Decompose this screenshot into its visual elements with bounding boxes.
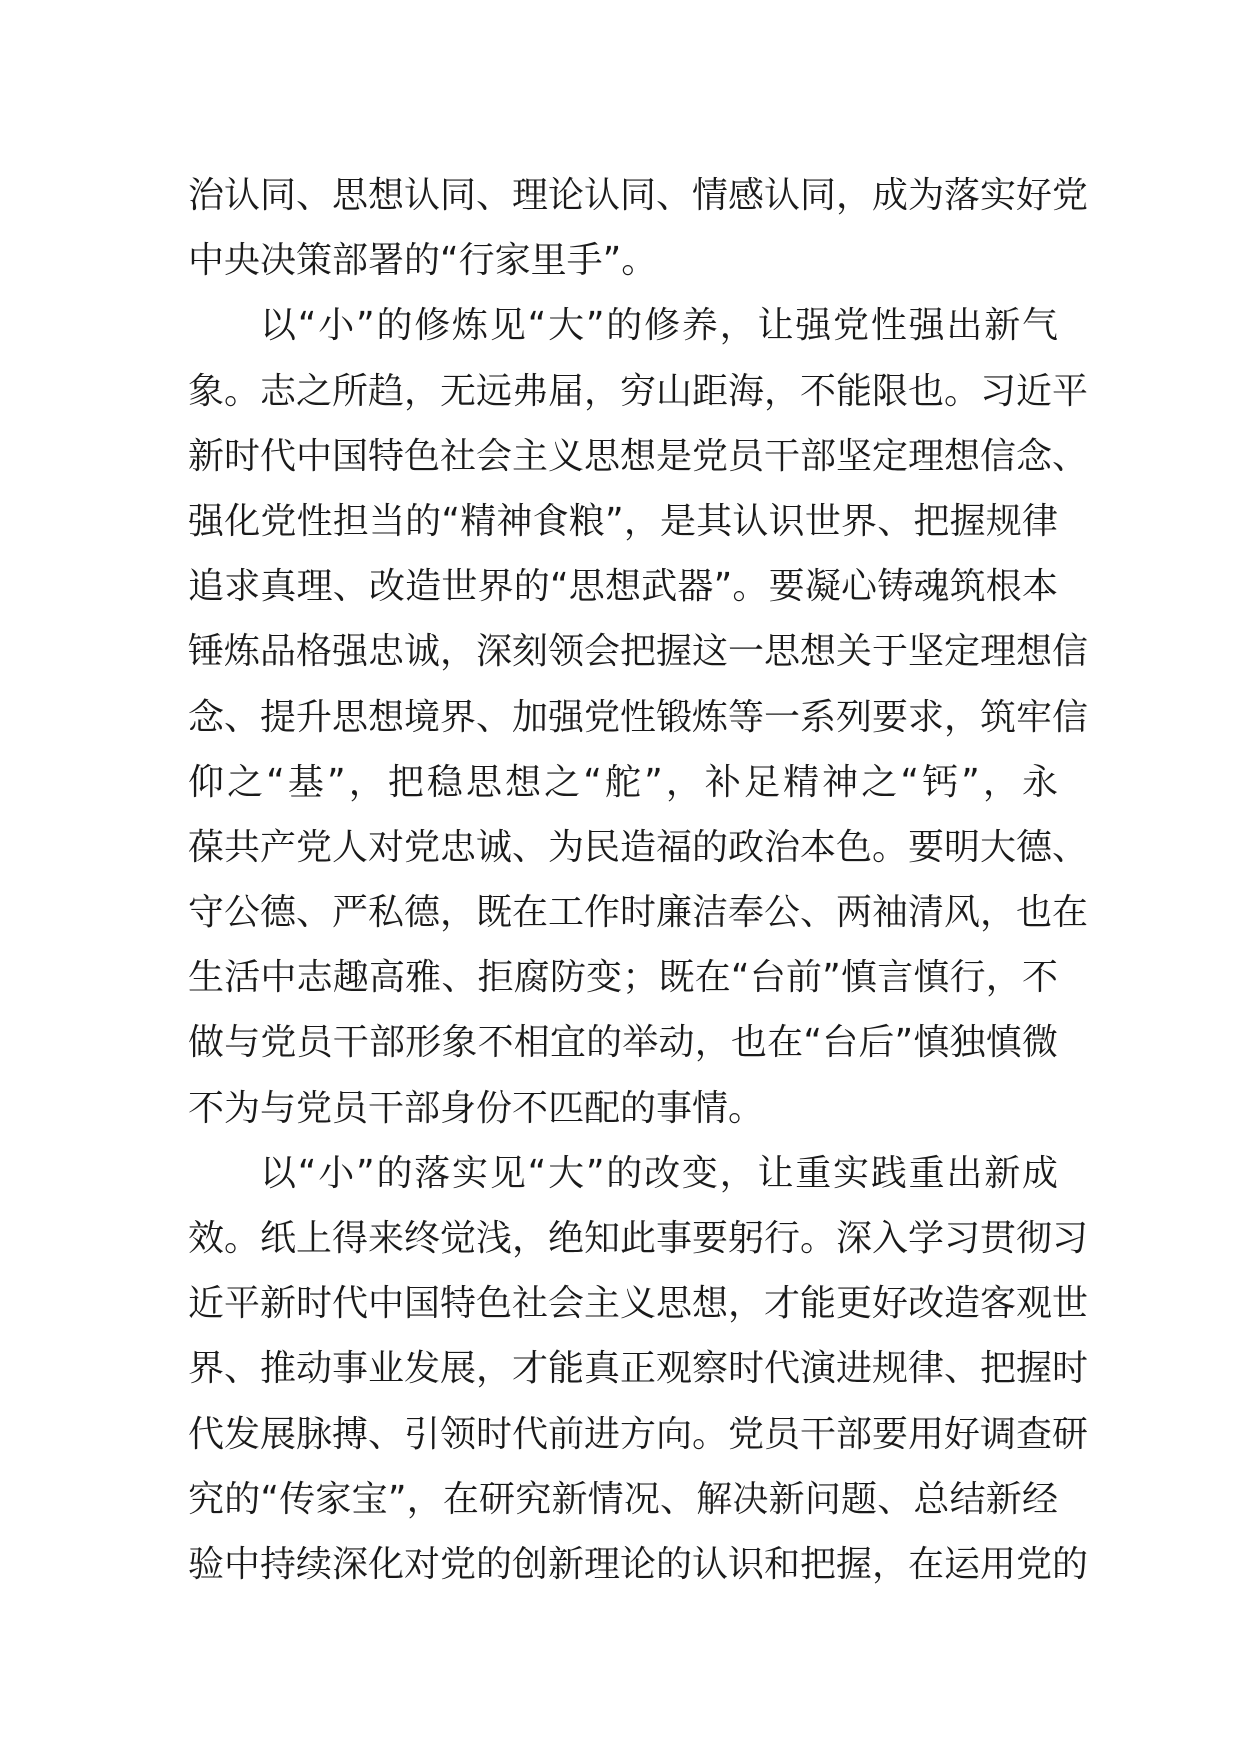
text-line: 仰之“基”，把稳思想之“舵”，补足精神之“钙”，永 — [188, 761, 1058, 803]
paragraph-first-line: 以“小”的落实见“大”的改变，让重实践重出新成 — [260, 1152, 1058, 1194]
text-line: 葆共产党人对党忠诚、为民造福的政治本色。要明大德、 — [188, 826, 1089, 868]
text-line: 效。纸上得来终觉浅，绝知此事要躬行。深入学习贯彻习 — [188, 1218, 1089, 1259]
text-line: 究的“传家宝”，在研究新情况、解决新问题、总结新经 — [188, 1478, 1058, 1520]
text-line: 新时代中国特色社会主义思想是党员干部坚定理想信念、 — [188, 435, 1089, 477]
text-line: 象。志之所趋，无远弗届，穷山距海，不能限也。习近平 — [188, 370, 1089, 412]
text-line: 生活中志趣高雅、拒腐防变；既在“台前”慎言慎行，不 — [188, 957, 1058, 999]
text-line: 做与党员干部形象不相宜的举动，也在“台后”慎独慎微 — [188, 1022, 1058, 1064]
text-line: 念、提升思想境界、加强党性锻炼等一系列要求，筑牢信 — [188, 696, 1089, 738]
text-line: 验中持续深化对党的创新理论的认识和把握，在运用党的 — [188, 1543, 1089, 1585]
text-line: 锤炼品格强忠诚，深刻领会把握这一思想关于坚定理想信 — [188, 631, 1089, 673]
text-line: 追求真理、改造世界的“思想武器”。要凝心铸魂筑根本 — [188, 566, 1058, 608]
paragraph-first-line: 以“小”的修炼见“大”的修养，让强党性强出新气 — [260, 305, 1058, 347]
text-line: 界、推动事业发展，才能真正观察时代演进规律、把握时 — [188, 1348, 1089, 1390]
text-line: 治认同、思想认同、理论认同、情感认同，成为落实好党 — [188, 175, 1089, 216]
text-line: 代发展脉搏、引领时代前进方向。党员干部要用好调查研 — [188, 1413, 1089, 1455]
text-line: 守公德、严私德，既在工作时廉洁奉公、两袖清风，也在 — [188, 892, 1089, 934]
text-line: 不为与党员干部身份不匹配的事情。 — [188, 1087, 765, 1129]
text-line: 中央决策部署的“行家里手”。 — [188, 240, 658, 282]
text-line: 近平新时代中国特色社会主义思想，才能更好改造客观世 — [188, 1283, 1089, 1325]
body-text — [188, 163, 1089, 1597]
text-line: 强化党性担当的“精神食粮”，是其认识世界、把握规律 — [188, 500, 1058, 542]
